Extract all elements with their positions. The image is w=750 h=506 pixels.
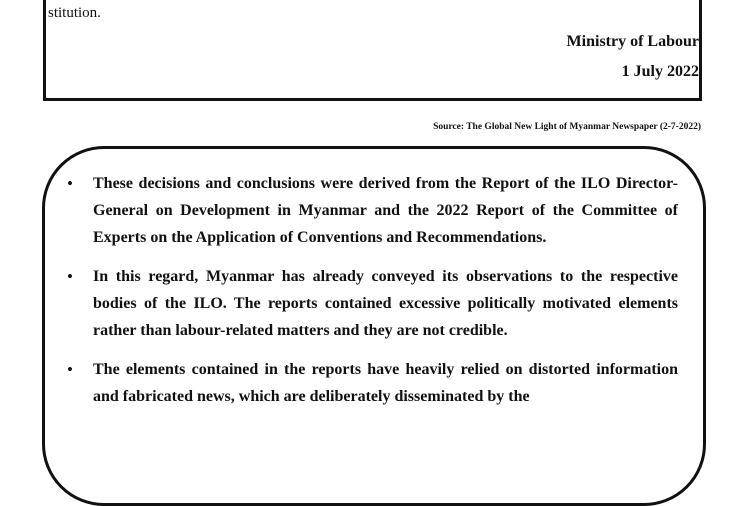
source-note: Source: The Global New Light of Myanmar Newspaper (2-7-2022) bbox=[433, 122, 701, 132]
signatory: Ministry of Labour bbox=[566, 33, 699, 50]
bullet-dot-icon: • bbox=[67, 360, 73, 379]
statement-date: 1 July 2022 bbox=[621, 63, 699, 80]
bullet-text: These decisions and conclusions were derived from the Report of the ILO Director-General on Development in Myanmar and the 2022 Report of the Committee of Experts on the Application of Conventions and Recommendations. bbox=[93, 175, 678, 246]
bullet-item bbox=[66, 356, 678, 410]
bullet-dot-icon: • bbox=[67, 174, 73, 193]
bullet-list bbox=[66, 170, 678, 422]
bullet-dot-icon: • bbox=[67, 267, 73, 286]
bullet-item bbox=[66, 170, 678, 251]
bullet-text: In this regard, Myanmar has already conveyed its observations to the respective bodies of the ILO. The reports contained excessive politically motivated elements rather than labour-related matters and they are not credible. bbox=[93, 268, 678, 339]
statement-trailing-text: stitution. bbox=[48, 5, 101, 21]
bullet-item bbox=[66, 263, 678, 344]
bullet-text: The elements contained in the reports have heavily relied on distorted information and fabricated news, which are deliberately disseminated by the bbox=[93, 361, 678, 405]
